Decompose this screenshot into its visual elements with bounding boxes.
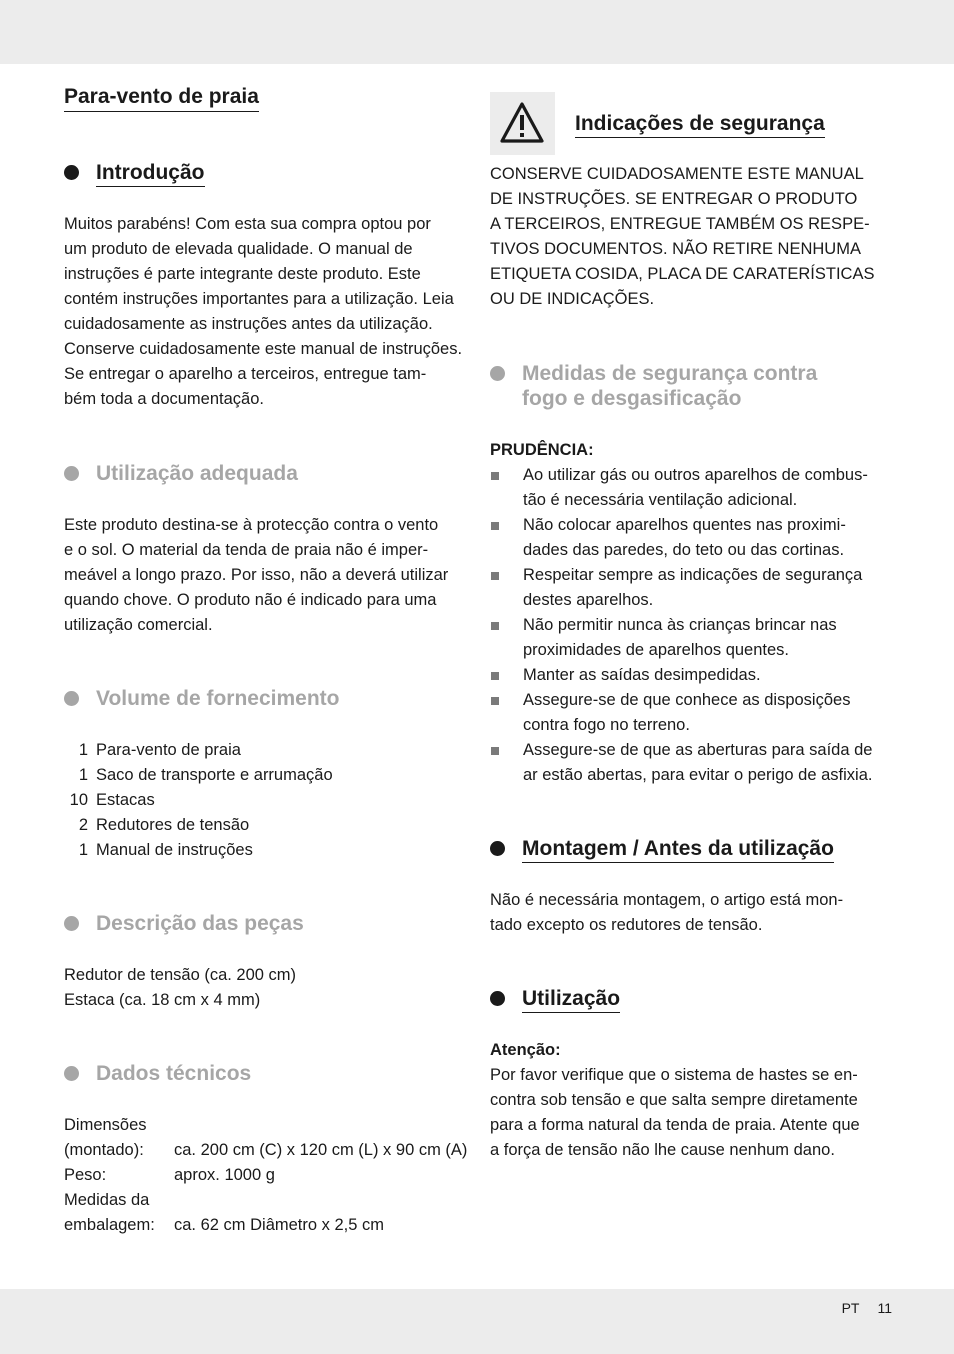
attention-label: Atenção:: [490, 1041, 561, 1059]
bullet-dot-icon: [64, 691, 79, 706]
heading-utilizacao: Utilização: [490, 986, 620, 1013]
document-title: Para-vento de praia: [64, 85, 259, 112]
page-number: 11: [877, 1300, 892, 1316]
delivery-list: [64, 738, 333, 863]
heading-dados-tecnicos: Dados técnicos: [64, 1061, 251, 1086]
warning-triangle-icon: [499, 101, 545, 145]
bullet-dot-icon: [490, 841, 505, 856]
usage-paragraph: Este produto destina-se à protecção contra o vento e o sol. O material da tenda de praia não é imper- meável a longo prazo. Por isso, não a deverá utilizar quando chove. O produto não é indicado para uma utilização comercial.: [64, 516, 449, 634]
warning-box: [490, 92, 555, 155]
square-bullet-icon: [491, 747, 499, 755]
heading-volume-fornecimento: Volume de fornecimento: [64, 686, 339, 711]
assembly-paragraph: Não é necessária montagem, o artigo está mon- tado excepto os redutores de tensão.: [490, 891, 844, 934]
heading-montagem: Montagem / Antes da utilização: [490, 836, 834, 863]
list-item: Ao utilizar gás ou outros aparelhos de combus- tão é necessária ventilação adicional.: [490, 463, 895, 513]
bullet-dot-icon: [64, 1066, 79, 1081]
bottom-band: [0, 1289, 954, 1354]
table-row: (montado): ca. 200 cm (C) x 120 cm (L) x 90 cm (A): [64, 1141, 468, 1159]
tech-specs-table: [64, 1113, 467, 1238]
fire-safety-list: [490, 463, 895, 788]
list-item: Não colocar aparelhos quentes nas proximi- dades das paredes, do teto ou das cortinas.: [490, 513, 895, 563]
bullet-dot-icon: [64, 466, 79, 481]
list-item: 1 Para-vento de praia: [78, 741, 241, 759]
list-item: Não permitir nunca às crianças brincar nas proximidades de aparelhos quentes.: [490, 613, 895, 663]
list-item: 2 Redutores de tensão: [78, 816, 250, 834]
list-item: 1 Manual de instruções: [78, 841, 253, 859]
square-bullet-icon: [491, 472, 499, 480]
heading-utilizacao-adequada: Utilização adequada: [64, 461, 298, 486]
caution-label: PRUDÊNCIA:: [490, 441, 594, 459]
list-item: Assegure-se de que as aberturas para saída de ar estão abertas, para evitar o perigo de asfixia.: [490, 738, 895, 788]
bullet-dot-icon: [64, 916, 79, 931]
square-bullet-icon: [491, 622, 499, 630]
parts-paragraph: Redutor de tensão (ca. 200 cm) Estaca (ca. 18 cm x 4 mm): [64, 966, 297, 1009]
table-row: Peso: aprox. 1000 g: [64, 1166, 275, 1184]
table-row: Dimensões: [64, 1116, 147, 1134]
list-item: Manter as saídas desimpedidas.: [490, 663, 895, 688]
list-item: Assegure-se de que conhece as disposições contra fogo no terreno.: [490, 688, 895, 738]
square-bullet-icon: [491, 672, 499, 680]
bullet-dot-icon: [64, 165, 79, 180]
list-item: 10 Estacas: [69, 791, 155, 809]
top-band: [0, 0, 954, 64]
list-item: 1 Saco de transporte e arrumação: [78, 766, 333, 784]
square-bullet-icon: [491, 572, 499, 580]
heading-medidas-seguranca-fogo: Medidas de segurança contra fogo e desgasificação: [490, 361, 817, 411]
heading-indicacoes-seguranca: Indicações de segurança: [575, 111, 825, 138]
table-row: Medidas da: [64, 1191, 150, 1209]
safety-paragraph: CONSERVE CUIDADOSAMENTE ESTE MANUAL DE INSTRUÇÕES. SE ENTREGAR O PRODUTO A TERCEIROS, ENTREGUE TAMBÉM OS RESPE- TIVOS DOCUMENTOS. NÃO RETIRE NENHUMA ETIQUETA COSIDA, PLACA DE CARATERÍSTICAS OU DE INDICAÇÕES.: [490, 165, 875, 308]
bullet-dot-icon: [490, 991, 505, 1006]
heading-introducao: Introdução: [64, 160, 205, 187]
list-item: Respeitar sempre as indicações de segurança destes aparelhos.: [490, 563, 895, 613]
square-bullet-icon: [491, 697, 499, 705]
bullet-dot-icon: [490, 366, 505, 381]
footer-language: PT: [841, 1300, 860, 1316]
intro-paragraph: Muitos parabéns! Com esta sua compra optou por um produto de elevada qualidade. O manual de instruções é parte integrante deste produto. Este contém instruções importantes para a utilização. Leia cuidadosamente as instruções antes da utilização. Conserve cuidadosamente este manual de instruções. Se entregar o aparelho a terceiros, entregue tam- bém toda a documentação.: [64, 215, 463, 408]
heading-descricao-pecas: Descrição das peças: [64, 911, 304, 936]
table-row: embalagem: ca. 62 cm Diâmetro x 2,5 cm: [64, 1216, 384, 1234]
square-bullet-icon: [491, 522, 499, 530]
page-footer: [842, 1300, 892, 1316]
use-paragraph: Por favor verifique que o sistema de hastes se en- contra sob tensão e que salta sempre diretamente para a forma natural da tenda de praia. Atente que a força de tensão não lhe cause nenhum dano.: [490, 1066, 860, 1159]
